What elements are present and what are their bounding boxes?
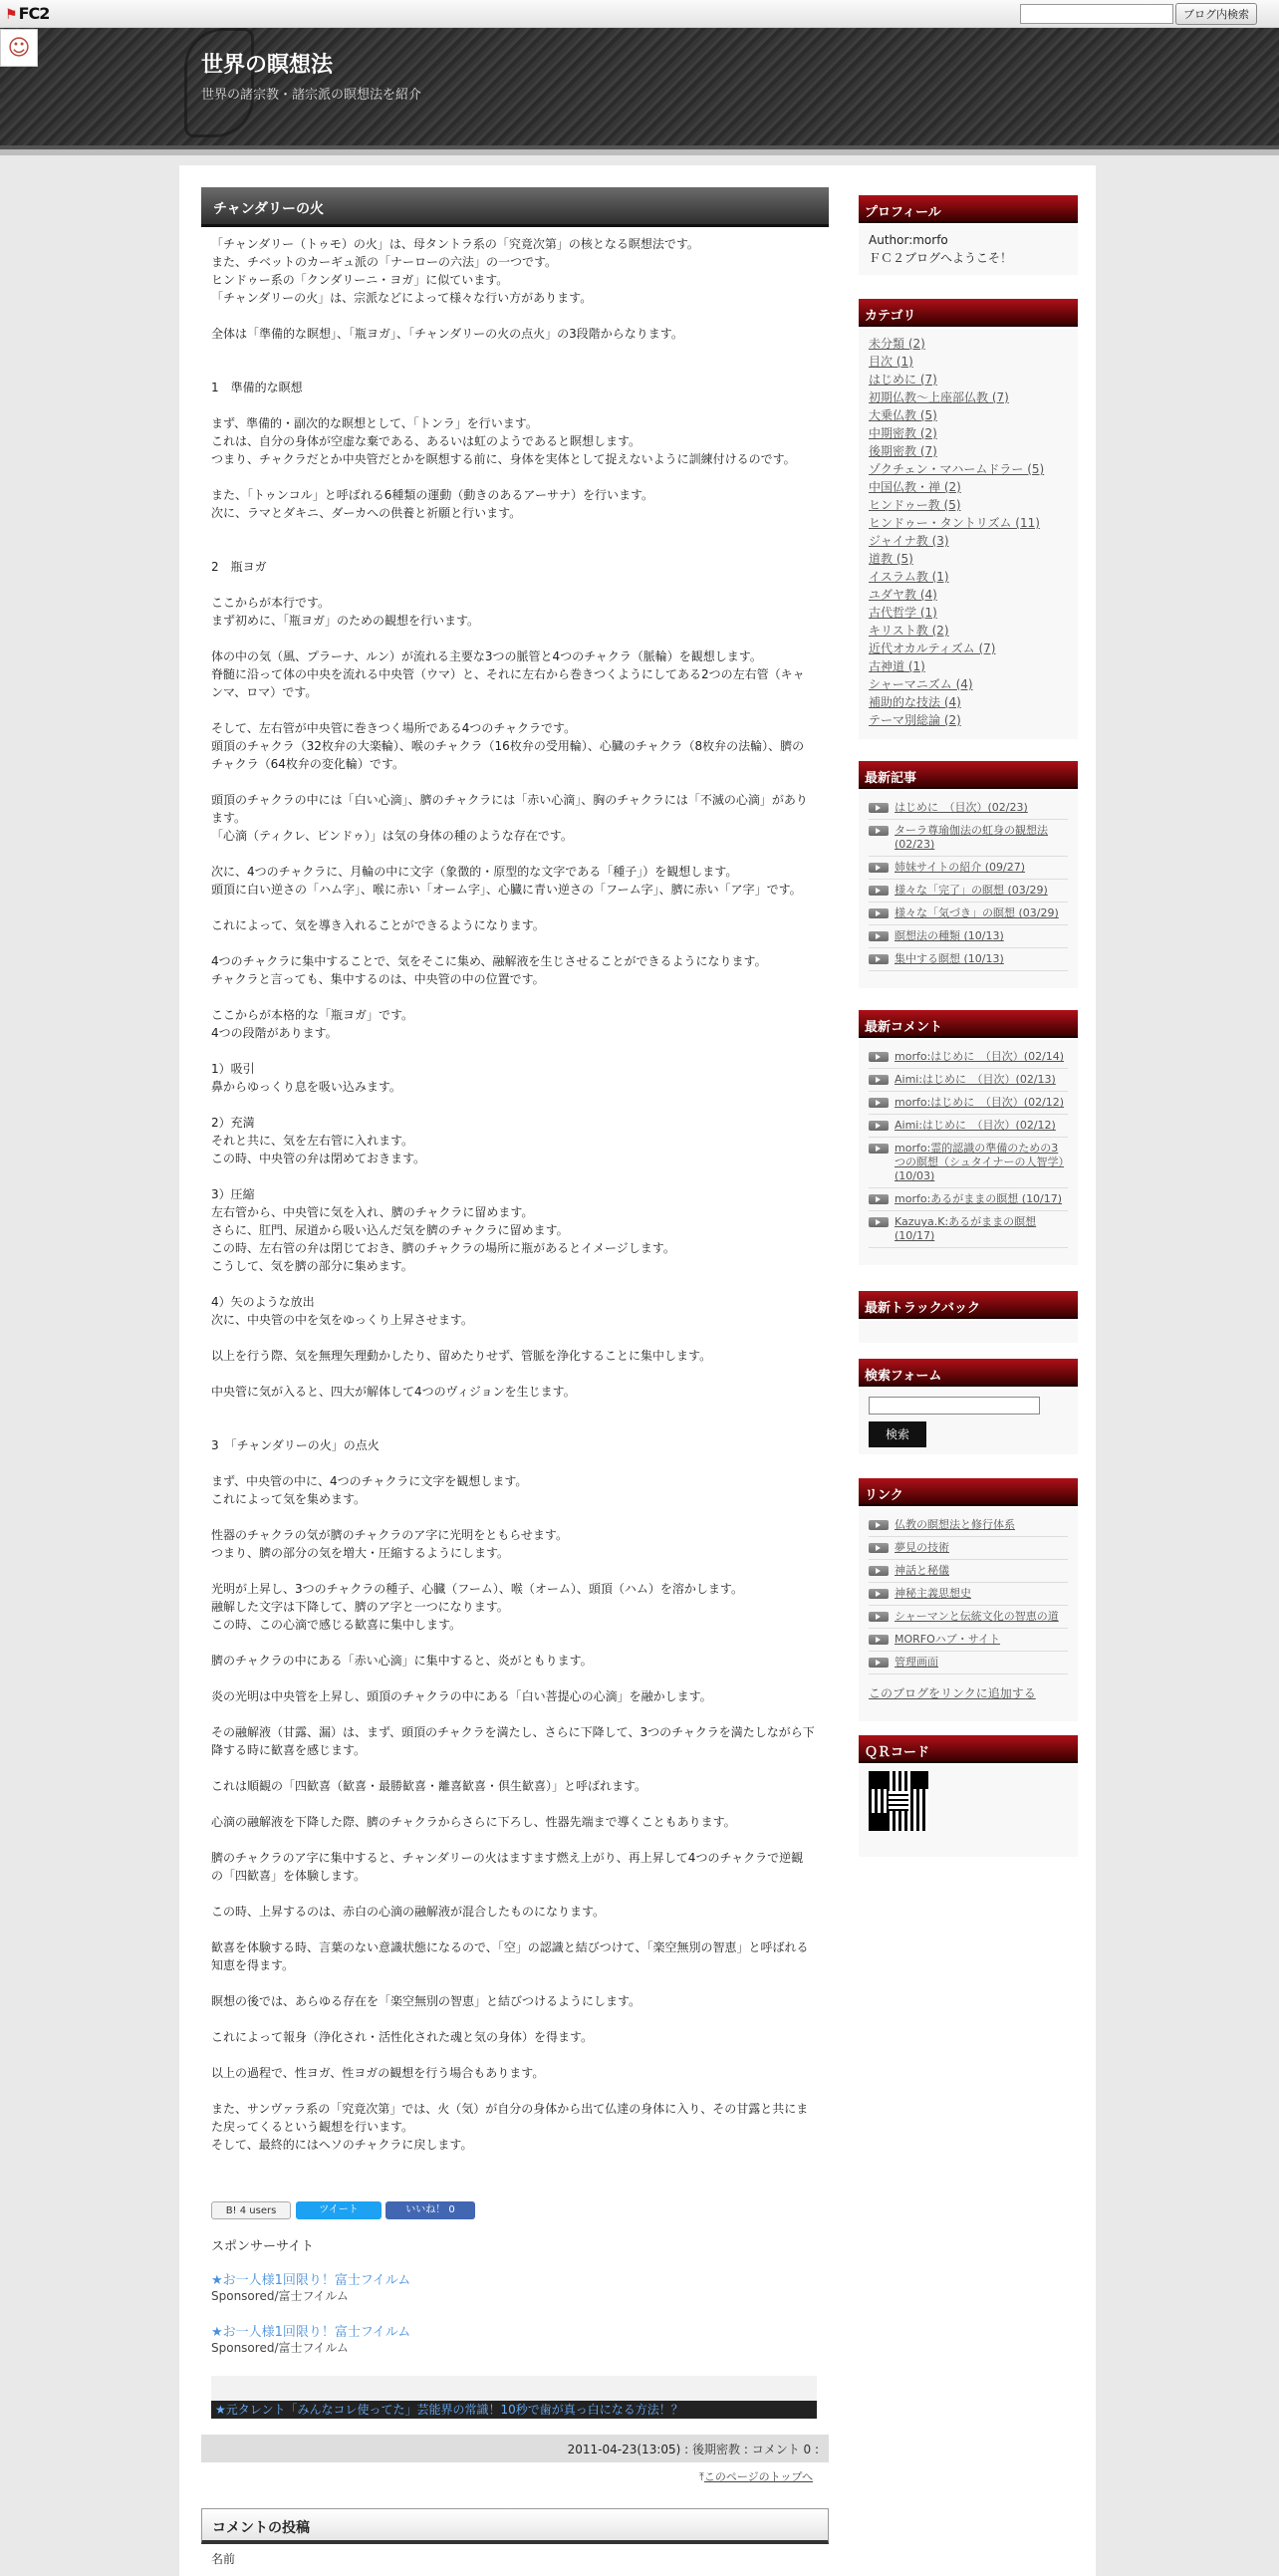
entry-paragraph: 「チャンダリー（トゥモ）の火」は、母タントラ系の「究竟次第」の核となる瞑想法です。 また、チベットのカーギュ派の「ナーローの六法」の一つです。 ヒンドゥー系の「クンダリーニ・ヨガ」に似ています。 「チャンダリーの火」は、宗派などによって様々な行い方があります。 — [211, 237, 699, 305]
link-item-label: MORFOハブ・サイト — [895, 1633, 1001, 1646]
ad-sponsor: Sponsored/富士フイルム — [211, 2341, 349, 2355]
profile-heading: プロフィール — [859, 195, 1078, 223]
bullet-arrow-icon — [869, 931, 889, 941]
recent-comment-link-label: morfo:はじめに （目次）(02/14) — [895, 1050, 1065, 1063]
site-title[interactable]: 世界の瞑想法 — [201, 52, 334, 78]
link-item[interactable] — [869, 1652, 1068, 1674]
share-buttons — [211, 2201, 510, 2219]
entry-paragraph: 歓喜を体験する時、言葉のない意識状態になるので、「空」の認識と結びつけて、「楽空無別の智恵」と呼ばれる知恵を得ます。 — [211, 1940, 809, 1972]
entry-category-link[interactable]: 後期密教 — [692, 2443, 741, 2456]
blog-search-input[interactable] — [1020, 4, 1173, 24]
recent-comments-heading: 最新コメント — [859, 1010, 1078, 1038]
fc2-logo[interactable]: ⚑ FC2 — [5, 4, 50, 23]
link-item-label: 夢見の技術 — [895, 1541, 949, 1554]
link-item[interactable] — [869, 1606, 1068, 1629]
qr-box — [859, 1765, 1078, 1857]
entry-paragraph: 頭頂のチャクラの中には「白い心滴」、臍のチャクラには「赤い心滴」、胸のチャクラには「不滅の心滴」があります。 「心滴（ティクレ、ビンドゥ）」は気の身体の種のような存在です。 — [211, 793, 808, 843]
recent-comment-link[interactable] — [869, 1115, 1068, 1138]
entry-paragraph: 3）圧縮 左右管から、中央管に気を入れ、臍のチャクラに留めます。 さらに、肛門、尿道から吸い込んだ気を臍のチャクラに留めます。 この時、左右管の弁は閉じておき、臍のチャクラの場所に瓶があるとイメージします。 こうして、気を臍の部分に集めます。 — [211, 1187, 675, 1273]
link-item[interactable] — [869, 1537, 1068, 1560]
category-link[interactable]: 未分類 (2) — [869, 337, 925, 351]
entry-paragraph: 性器のチャクラの気が臍のチャクラのア字に光明をともらせます。 つまり、臍の部分の気を増大・圧縮するようにします。 — [211, 1528, 568, 1560]
entry-paragraph: これは順観の「四歓喜（歓喜・最勝歓喜・離喜歓喜・倶生歓喜）」と呼ばれます。 — [211, 1779, 647, 1793]
category-link[interactable]: 大乗仏教 (5) — [869, 408, 937, 422]
entry-paragraph: その融解液（甘露、漏）は、まず、頭頂のチャクラを満たし、さらに下降して、3つのチャクラを満たしながら下降する時に歓喜を感じます。 — [211, 1725, 815, 1757]
category-link[interactable]: キリスト教 (2) — [869, 624, 949, 638]
search-form — [859, 1389, 1078, 1454]
recent-post-link[interactable] — [869, 880, 1068, 902]
search-form-heading: 検索フォーム — [859, 1359, 1078, 1387]
entry-paragraph: 1 準備的な瞑想 — [211, 381, 303, 394]
trackback-box — [859, 1321, 1078, 1343]
category-link[interactable]: はじめに (7) — [869, 373, 937, 386]
recent-comment-link-label: Kazuya.K:あるがままの瞑想(10/17) — [895, 1215, 1037, 1242]
links-list — [859, 1508, 1078, 1721]
link-item-label: シャーマンと伝統文化の智恵の道 — [895, 1610, 1059, 1623]
entry-paragraph: 瞑想の後では、あらゆる存在を「楽空無別の智恵」と結びつけるようにします。 — [211, 1994, 641, 2008]
profile-greeting: ＦＣ２ブログへようこそ！ — [869, 251, 1013, 265]
category-link[interactable]: ジャイナ教 (3) — [869, 534, 949, 548]
bullet-arrow-icon — [869, 1098, 889, 1108]
links-heading: リンク — [859, 1478, 1078, 1506]
recent-comment-link-label: morfo:霊的認識の準備のための3つの瞑想（シュタイナーの人智学）(10/03) — [895, 1142, 1065, 1182]
sidebar-search-button[interactable]: 検索 — [869, 1421, 926, 1447]
entry-paragraph: 2）充満 それと共に、気を左右管に入れます。 この時、中央管の弁は閉めておきます。 — [211, 1116, 426, 1165]
entry-paragraph: 中央管に気が入ると、四大が解体して4つのヴィジョンを生じます。 — [211, 1385, 576, 1399]
bullet-arrow-icon — [869, 1566, 889, 1576]
entry-paragraph: そして、左右管が中央管に巻きつく場所である4つのチャクラです。 頭頂のチャクラ（32枚弁の大楽輪）、喉のチャクラ（16枚弁の受用輪）、心臓のチャクラ（8枚弁の法輪）、臍のチャクラ（64枚弁の変化輪）です。 — [211, 721, 805, 771]
entry-paragraph: また、サンヴァラ系の「究竟次第」では、火（気）が自分の身体から出て仏達の身体に入り、その甘露と共にまた戻ってくるという観想を行います。 そして、最終的にはヘソのチャクラに戻します。 — [211, 2102, 809, 2152]
entry-paragraph: 臍のチャクラの中にある「赤い心滴」に集中すると、炎がともります。 — [211, 1654, 593, 1668]
categories-heading: カテゴリ — [859, 299, 1078, 327]
entry-paragraph: 4）矢のような放出 次に、中央管の中を気をゆっくり上昇させます。 — [211, 1295, 473, 1327]
qr-code-image — [869, 1771, 928, 1831]
link-item[interactable] — [869, 1583, 1068, 1606]
bullet-arrow-icon — [869, 1075, 889, 1085]
site-description: 世界の諸宗教・諸宗派の瞑想法を紹介 — [201, 88, 422, 103]
recent-post-link-label: はじめに （目次）(02/23) — [895, 801, 1028, 814]
recent-comment-link-label: morfo:はじめに （目次）(02/12) — [895, 1096, 1065, 1109]
entry-date: 2011-04-23(13:05) — [567, 2443, 681, 2456]
recent-post-link[interactable] — [869, 797, 1068, 820]
recent-comment-link[interactable] — [869, 1138, 1068, 1188]
hatena-bookmark-button[interactable]: B! 4 users — [211, 2201, 291, 2219]
link-item-label: 神秘主義思想史 — [895, 1587, 971, 1600]
category-link[interactable]: イスラム教 (1) — [869, 570, 949, 584]
recent-comment-link[interactable] — [869, 1092, 1068, 1115]
bullet-arrow-icon — [869, 1194, 889, 1204]
entry-comments-link[interactable]: コメント 0 — [751, 2443, 812, 2456]
entry-paragraph: 臍のチャクラのア字に集中すると、チャンダリーの火はますます燃え上がり、再上昇して4つのチャクラで逆観の「四歓喜」を体験します。 — [211, 1851, 804, 1883]
recent-post-link[interactable] — [869, 902, 1068, 925]
entry-paragraph: これによって、気を導き入れることができるようになります。 — [211, 918, 545, 932]
category-link[interactable]: ユダヤ教 (4) — [869, 588, 937, 602]
bullet-arrow-icon — [869, 886, 889, 896]
bullet-arrow-icon — [869, 908, 889, 918]
bullet-arrow-icon — [869, 954, 889, 964]
page-top-link[interactable]: ⤒このページのトップへ — [699, 2470, 814, 2483]
profile-box — [859, 225, 1078, 275]
fc2-mark-icon: ⚑ — [5, 7, 17, 23]
recent-post-link-label: 瞑想法の種類 (10/13) — [895, 929, 1004, 942]
recent-post-link-label: ターラ尊瑜伽法の虹身の観想法(02/23) — [895, 824, 1048, 851]
recent-post-link[interactable] — [869, 948, 1068, 971]
recent-comment-link[interactable] — [869, 1188, 1068, 1211]
entry-paragraph: 4つのチャクラに集中することで、気をそこに集め、融解液を生じさせることができるようになります。 チャクラと言っても、集中するのは、中央管の中の位置です。 — [211, 954, 767, 986]
sponsor-heading: スポンサーサイト — [211, 2239, 315, 2254]
category-link[interactable]: 道教 (5) — [869, 552, 913, 566]
bullet-arrow-icon — [869, 1144, 889, 1154]
entry-paragraph: これによって報身（浄化され・活性化された魂と気の身体）を得ます。 — [211, 2030, 594, 2044]
category-link[interactable]: ヒンドゥー教 (5) — [869, 498, 961, 512]
recent-comment-link[interactable] — [869, 1069, 1068, 1092]
entry-paragraph: 2 瓶ヨガ — [211, 560, 267, 574]
bullet-arrow-icon — [869, 863, 889, 873]
page-top-icon: ⤒ — [699, 2470, 704, 2483]
category-link[interactable]: 中期密教 (2) — [869, 426, 937, 440]
entry-body — [211, 235, 815, 2172]
category-link[interactable]: 目次 (1) — [869, 355, 913, 369]
bullet-arrow-icon — [869, 803, 889, 813]
entry-paragraph: 心滴の融解液を下降した際、臍のチャクラからさらに下ろし、性器先端まで導くこともあります。 — [211, 1815, 736, 1829]
entry-paragraph: 次に、4つのチャクラに、月輪の中に文字（象徴的・原型的な文字である「種子」）を観想します。 頭頂に白い逆さの「ハム字」、喉に赤い「オーム字」、心臓に青い逆さの「フーム字」、臍に赤い「ア字」です。 — [211, 865, 802, 897]
recent-post-link-label: 様々な「気づき」の瞑想 (03/29) — [895, 906, 1059, 919]
qr-heading: ＱＲコード — [859, 1735, 1078, 1763]
bullet-arrow-icon — [869, 826, 889, 836]
category-link[interactable]: 中国仏教・禅 (2) — [869, 480, 961, 494]
link-item-label: 仏教の瞑想法と修行体系 — [895, 1518, 1015, 1531]
recent-post-link-label: 様々な「完了」の瞑想 (03/29) — [895, 884, 1048, 897]
sidebar-search-input[interactable] — [869, 1397, 1040, 1415]
link-item-label: 管理画面 — [895, 1656, 938, 1669]
bullet-arrow-icon — [869, 1052, 889, 1062]
category-link[interactable]: 古代哲学 (1) — [869, 606, 937, 620]
entry-paragraph: 全体は「準備的な瞑想」、「瓶ヨガ」、「チャンダリーの火の点火」の3段階からなります。 — [211, 327, 683, 341]
entry-paragraph: 体の中の気（風、プラーナ、ルン）が流れる主要な3つの脈管と4つのチャクラ（脈輪）を観想します。 脊髄に沿って体の中央を流れる中央管（ウマ）と、それに左右から巻きつくようにしてある2つの左右管（キャンマ、ロマ）です。 — [211, 649, 805, 699]
categories-list — [859, 329, 1078, 739]
category-link[interactable]: 後期密教 (7) — [869, 444, 937, 458]
link-item[interactable] — [869, 1560, 1068, 1583]
category-link[interactable]: 古神道 (1) — [869, 659, 925, 673]
category-link[interactable]: 初期仏教～上座部仏教 (7) — [869, 390, 1009, 404]
recent-posts-list — [859, 791, 1078, 988]
trackback-heading: 最新トラックバック — [859, 1291, 1078, 1319]
add-link-button[interactable]: このブログをリンクに追加する — [869, 1686, 1036, 1700]
category-link[interactable]: テーマ別総論 (2) — [869, 713, 961, 727]
bullet-arrow-icon — [869, 1543, 889, 1553]
entry-paragraph: この時、上昇するのは、赤白の心滴の融解液が混合したものになります。 — [211, 1905, 606, 1919]
header-swirl-ornament — [184, 28, 254, 137]
recent-post-link[interactable] — [869, 857, 1068, 880]
ad-link[interactable]: ★お一人様1回限り！富士フイルム — [211, 2325, 411, 2340]
entry-paragraph: 1）吸引 鼻からゆっくり息を吸い込みます。 — [211, 1062, 401, 1094]
link-item[interactable] — [869, 1629, 1068, 1652]
category-link[interactable]: ヒンドゥー・タントリズム (11) — [869, 516, 1040, 530]
ad-link[interactable]: ★お一人様1回限り！富士フイルム — [211, 2273, 411, 2288]
recent-comment-link-label: Aimi:はじめに （目次）(02/13) — [895, 1073, 1056, 1086]
recent-comment-link[interactable] — [869, 1046, 1068, 1069]
bullet-arrow-icon — [869, 1121, 889, 1131]
comment-name-label: 名前 — [211, 2552, 236, 2566]
tweet-button[interactable]: ツイート — [296, 2201, 382, 2219]
fc2-toolbar — [0, 0, 1279, 28]
recent-post-link-label: 姉妹サイトの紹介 (09/27) — [895, 861, 1026, 874]
recent-post-link[interactable] — [869, 925, 1068, 948]
entry-title: チャンダリーの火 — [201, 187, 829, 227]
bullet-arrow-icon — [869, 1658, 889, 1668]
entry-footer: 2011-04-23(13:05) : 後期密教 : コメント 0 : — [201, 2435, 829, 2462]
avatar-icon[interactable]: ☺ — [0, 29, 38, 67]
category-link[interactable]: 補助的な技法 (4) — [869, 695, 961, 709]
facebook-like-button[interactable]: いいね！ 0 — [385, 2201, 475, 2219]
entry-paragraph: 炎の光明は中央管を上昇し、頭頂のチャクラの中にある「白い菩提心の心滴」を融かします。 — [211, 1689, 712, 1703]
recent-comment-link[interactable] — [869, 1211, 1068, 1248]
ad-sponsor: Sponsored/富士フイルム — [211, 2289, 349, 2303]
recent-posts-heading: 最新記事 — [859, 761, 1078, 789]
bullet-arrow-icon — [869, 1589, 889, 1599]
entry-paragraph: まず、中央管の中に、4つのチャクラに文字を観想します。 これによって気を集めます。 — [211, 1474, 528, 1506]
entry-paragraph: まず、準備的・副次的な瞑想として、「トンラ」を行います。 これは、自分の身体が空虚な棄である、あるいは虹のようであると瞑想します。 つまり、チャクラだとか中央管だとかを瞑想する前に、身体を実体として捉えないように訓練付けるのです。 — [211, 416, 796, 466]
entry-paragraph: 以上の過程で、性ヨガ、性ヨガの観想を行う場合もあります。 — [211, 2066, 545, 2080]
entry-paragraph: 3 「チャンダリーの火」の点火 — [211, 1438, 380, 1452]
entry-paragraph: 以上を行う際、気を無理矢理動かしたり、留めたりせず、管脈を浄化することに集中します。 — [211, 1349, 712, 1363]
category-link[interactable]: シャーマニズム (4) — [869, 677, 973, 691]
bullet-arrow-icon — [869, 1635, 889, 1645]
recent-post-link-label: 集中する瞑想 (10/13) — [895, 952, 1004, 965]
bullet-arrow-icon — [869, 1217, 889, 1227]
category-link[interactable]: ゾクチェン・マハームドラー (5) — [869, 462, 1045, 476]
blog-search-button[interactable]: ブログ内検索 — [1175, 3, 1257, 25]
recent-comment-link-label: Aimi:はじめに （目次）(02/12) — [895, 1119, 1056, 1132]
bullet-arrow-icon — [869, 1612, 889, 1622]
link-item[interactable] — [869, 1514, 1068, 1537]
entry-paragraph: また、「トゥンコル」と呼ばれる6種類の運動（動きのあるアーサナ）を行います。 次に、ラマとダキニ、ダーカへの供養と祈願と行います。 — [211, 488, 654, 520]
comment-form-title: コメントの投稿 — [201, 2508, 829, 2544]
link-item-label: 神話と秘儀 — [895, 1564, 949, 1577]
profile-author: Author:morfo — [869, 233, 948, 247]
entry-paragraph: ここからが本行です。 まず初めに、「瓶ヨガ」のための観想を行います。 — [211, 596, 480, 628]
entry-paragraph: 光明が上昇し、3つのチャクラの種子、心臓（フーム）、喉（オーム）、頭頂（ハム）を溶かします。 融解した文字は下降して、臍のア字と一つになります。 この時、この心滴で感じる歓喜に集中します。 — [211, 1582, 743, 1632]
ad-banner-link[interactable]: ★元タレント「みんなコレ使ってた」芸能界の常識！10秒で歯が真っ白になる方法！？ — [211, 2401, 817, 2419]
recent-comment-link-label: morfo:あるがままの瞑想 (10/17) — [895, 1192, 1063, 1205]
recent-post-link[interactable] — [869, 820, 1068, 857]
bullet-arrow-icon — [869, 1520, 889, 1530]
entry-paragraph: ここからが本格的な「瓶ヨガ」です。 4つの段階があります。 — [211, 1008, 414, 1040]
category-link[interactable]: 近代オカルティズム (7) — [869, 642, 996, 655]
recent-comments-list — [859, 1040, 1078, 1265]
